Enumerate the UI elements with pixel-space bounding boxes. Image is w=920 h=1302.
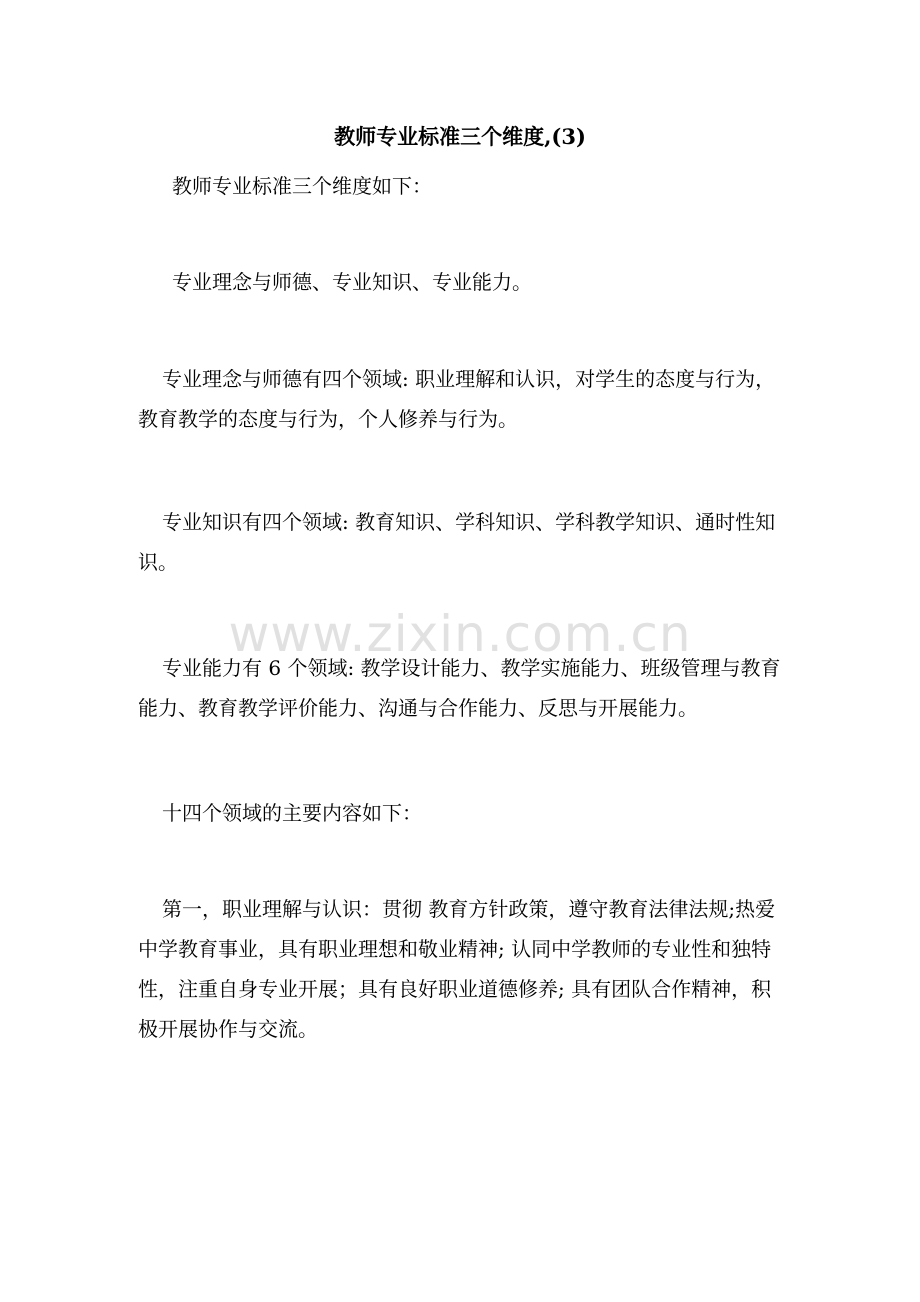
paragraph-fourteen-domains: 十四个领域的主要内容如下： — [162, 801, 422, 825]
paragraph-knowledge-domains: 专业知识有四个领域: 教育知识、学科知识、学科教学知识、通时性知识。 — [138, 510, 776, 574]
paragraph-ability-domains: 专业能力有 6 个领域: 教学设计能力、教学实施能力、班级管理与教育能力、教育教学评价能力、沟通与合作能力、反思与开展能力。 — [138, 656, 781, 720]
paragraph-ethics-domains: 专业理念与师德有四个领域: 职业理解和认识，对学生的态度与行为，教育教学的态度与行为，个人修养与行为。 — [138, 367, 776, 431]
watermark: www.zixin.com.cn — [228, 605, 692, 663]
paragraph-intro: 教师专业标准三个维度如下： — [172, 174, 432, 198]
document-title: 教师专业标准三个维度,(3) — [334, 124, 586, 149]
paragraph-dimensions: 专业理念与师德、专业知识、专业能力。 — [172, 270, 532, 294]
paragraph-first-domain: 第一，职业理解与认识：贯彻 教育方针政策，遵守教育法律法规;热爱中学教育事业，具有职业理想和敬业精神; 认同中学教师的专业性和独特性，注重自身专业开展；具有良好职业道德修养; 具有团队合作精神，积极开展协作与交流。 — [138, 897, 776, 1041]
